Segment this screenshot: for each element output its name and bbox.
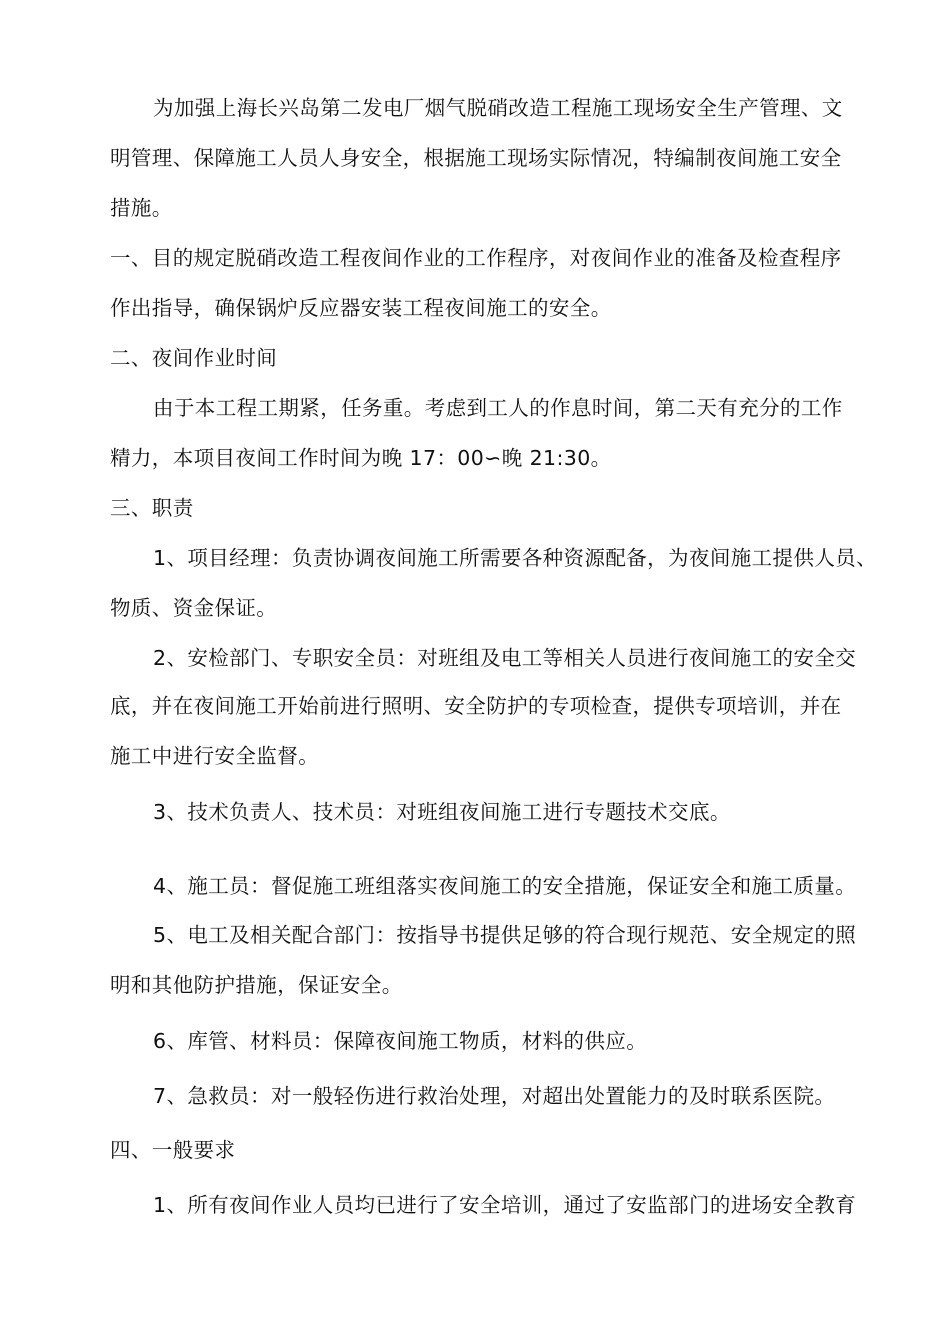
section-2-line-1: 由于本工程工期紧，任务重。考虑到工人的作息时间，第二天有充分的工作 — [153, 396, 843, 420]
duty-2-line-1: 2、安检部门、专职安全员：对班组及电工等相关人员进行夜间施工的安全交 — [153, 646, 857, 670]
requirement-1-line-1: 1、所有夜间作业人员均已进行了安全培训，通过了安监部门的进场安全教育 — [153, 1193, 857, 1217]
duty-6: 6、库管、材料员：保障夜间施工物质，材料的供应。 — [153, 1029, 648, 1053]
intro-line-1: 为加强上海长兴岛第二发电厂烟气脱硝改造工程施工现场安全生产管理、文 — [153, 96, 843, 120]
section-2-heading: 二、夜间作业时间 — [110, 346, 278, 370]
section-4-heading: 四、一般要求 — [110, 1138, 236, 1162]
duty-4: 4、施工员：督促施工班组落实夜间施工的安全措施，保证安全和施工质量。 — [153, 874, 857, 898]
section-3-heading: 三、职责 — [110, 496, 194, 520]
duty-7: 7、急救员：对一般轻伤进行救治处理，对超出处置能力的及时联系医院。 — [153, 1084, 836, 1108]
duty-2-line-2: 底，并在夜间施工开始前进行照明、安全防护的专项检查，提供专项培训，并在 — [110, 694, 842, 718]
section-1-purpose-line-1: 一、目的规定脱硝改造工程夜间作业的工作程序，对夜间作业的准备及检查程序 — [110, 246, 842, 270]
duty-5-line-2: 明和其他防护措施，保证安全。 — [110, 973, 403, 997]
duty-1-line-2: 物质、资金保证。 — [110, 596, 278, 620]
section-2-line-2: 精力，本项目夜间工作时间为晚 17：00∽晚 21:30。 — [110, 446, 612, 470]
section-1-purpose-line-2: 作出指导，确保锅炉反应器安装工程夜间施工的安全。 — [110, 296, 612, 320]
duty-3: 3、技术负责人、技术员：对班组夜间施工进行专题技术交底。 — [153, 800, 731, 824]
intro-line-2: 明管理、保障施工人员人身安全，根据施工现场实际情况，特编制夜间施工安全 — [110, 146, 842, 170]
duty-5-line-1: 5、电工及相关配合部门：按指导书提供足够的符合现行规范、安全规定的照 — [153, 923, 857, 947]
duty-1-line-1: 1、项目经理：负责协调夜间施工所需要各种资源配备，为夜间施工提供人员、 — [153, 546, 878, 570]
intro-line-3: 措施。 — [110, 196, 173, 220]
duty-2-line-3: 施工中进行安全监督。 — [110, 744, 319, 768]
